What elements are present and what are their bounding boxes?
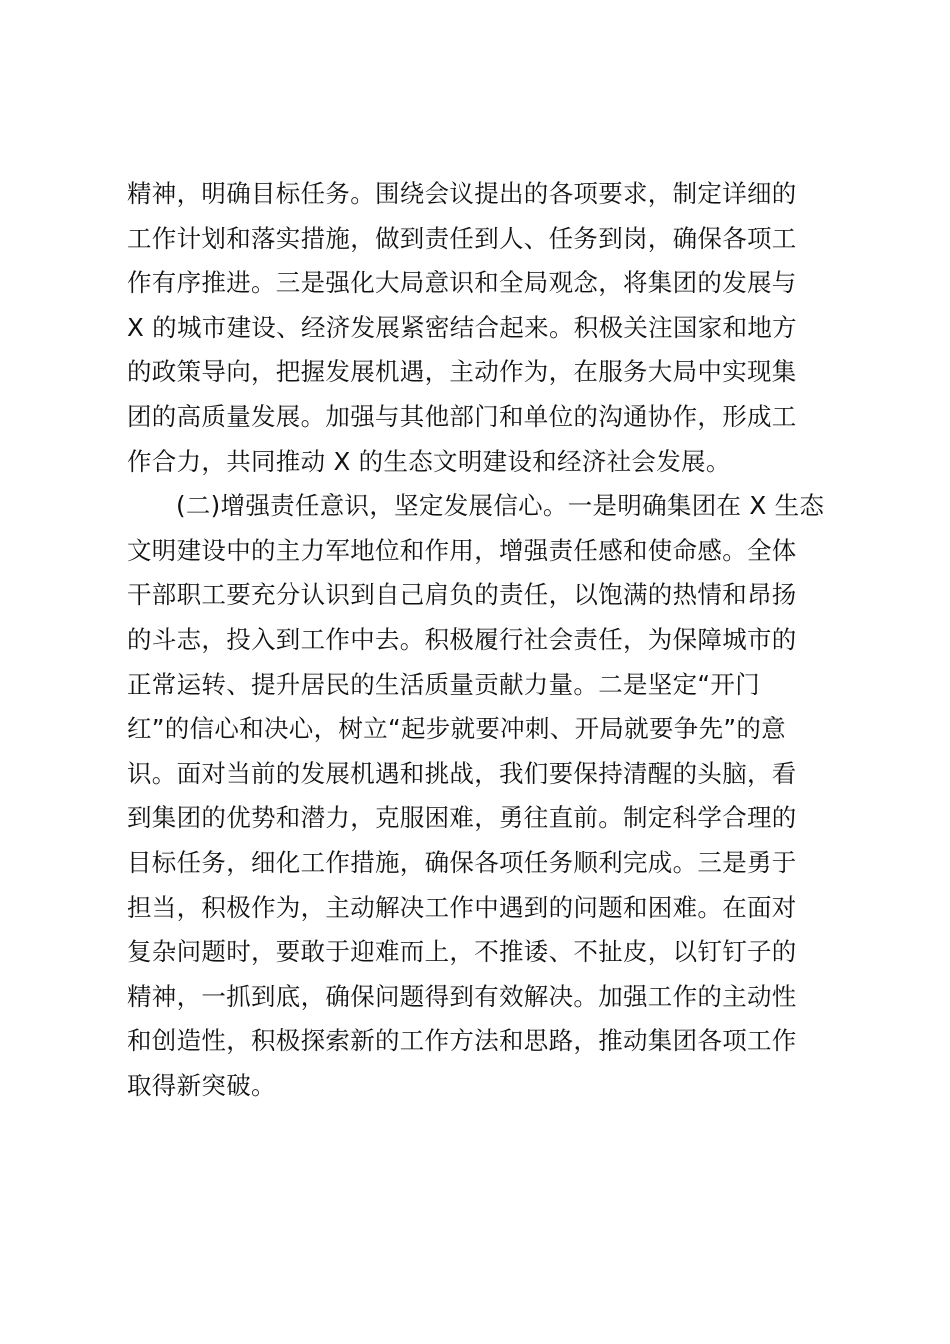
paragraph-1-line-4: X 的城市建设、经济发展紧密结合起来。积极关注国家和地方 [127,312,797,342]
paragraph-2-line-8: 到集团的优势和潜力，克服困难，勇往直前。制定科学合理的 [127,803,797,833]
paragraph-2-line-12: 精神，一抓到底，确保问题得到有效解决。加强工作的主动性 [127,981,797,1011]
paragraph-2-line-5: 正常运转、提升居民的生活质量贡献力量。二是坚定“开门 [127,669,760,699]
paragraph-2-line-9: 目标任务，细化工作措施，确保各项任务顺利完成。三是勇于 [127,847,797,877]
paragraph-1-line-7: 作合力，共同推动 X 的生态文明建设和经济社会发展。 [127,446,731,476]
paragraph-2-line-4: 的斗志，投入到工作中去。积极履行社会责任，为保障城市的 [127,624,797,654]
paragraph-2-line-6: 红”的信心和决心，树立“起步就要冲刺、开局就要争先”的意 [127,714,786,744]
paragraph-2-line-1: (二)增强责任意识，坚定发展信心。一是明确集团在 X 生态 [176,491,825,521]
paragraph-2-line-3: 干部职工要充分认识到自己肩负的责任，以饱满的热情和昂扬 [127,580,797,610]
paragraph-1-line-2: 工作计划和落实措施，做到责任到人、任务到岗，确保各项工 [127,223,797,253]
document-body [127,172,827,1108]
paragraph-1-line-3: 作有序推进。三是强化大局意识和全局观念，将集团的发展与 [127,268,797,298]
paragraph-2 [127,484,827,1108]
paragraph-2-line-13: 和创造性，积极探索新的工作方法和思路，推动集团各项工作 [127,1026,797,1056]
paragraph-2-line-14: 取得新突破。 [127,1070,276,1100]
paragraph-2-line-7: 识。面对当前的发展机遇和挑战，我们要保持清醒的头脑，看 [127,758,797,788]
paragraph-1-line-6: 团的高质量发展。加强与其他部门和单位的沟通协作，形成工 [127,401,797,431]
paragraph-1-line-5: 的政策导向，把握发展机遇，主动作为，在服务大局中实现集 [127,357,797,387]
paragraph-2-line-2: 文明建设中的主力军地位和作用，增强责任感和使命感。全体 [127,535,797,565]
paragraph-2-line-11: 复杂问题时，要敢于迎难而上，不推诿、不扯皮，以钉钉子的 [127,937,797,967]
paragraph-1-line-1: 精神，明确目标任务。围绕会议提出的各项要求，制定详细的 [127,179,797,208]
paragraph-2-line-10: 担当，积极作为，主动解决工作中遇到的问题和困难。在面对 [127,892,797,922]
paragraph-1 [127,172,827,484]
